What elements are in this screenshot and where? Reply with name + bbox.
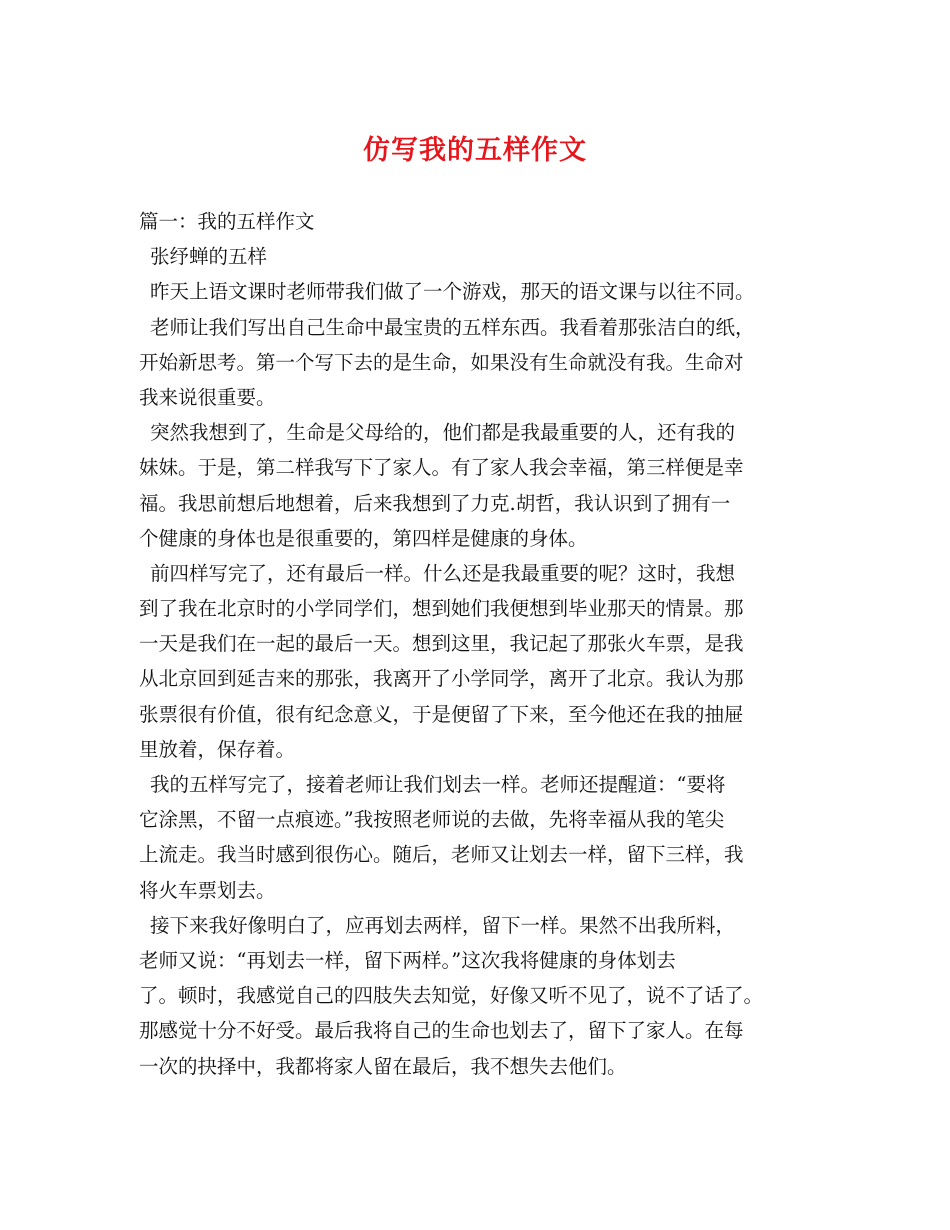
body-text-line: 突然我想到了，生命是父母给的，他们都是我最重要的人，还有我的 — [150, 421, 736, 445]
body-text-line: 个健康的身体也是很重要的，第四样是健康的身体。 — [139, 526, 588, 550]
body-text-line: 一次的抉择中，我都将家人留在最后，我不想失去他们。 — [139, 1054, 627, 1078]
body-text-line: 福。我思前想后地想着，后来我想到了力克.胡哲，我认识到了拥有一 — [139, 491, 731, 515]
body-text-line: 我的五样写完了，接着老师让我们划去一样。老师还提醒道：“要将 — [150, 773, 726, 796]
body-text-line: 上流走。我当时感到很伤心。随后，老师又让划去一样，留下三样，我 — [139, 843, 744, 867]
body-text-line: 开始新思考。第一个写下去的是生命，如果没有生命就没有我。生命对 — [139, 350, 744, 374]
body-text-line: 前四样写完了，还有最后一样。什么还是我最重要的呢？这时，我想 — [150, 561, 736, 585]
body-text-line: 一天是我们在一起的最后一天。想到这里，我记起了那张火车票，是我 — [139, 632, 744, 656]
body-text-line: 昨天上语文课时老师带我们做了一个游戏，那天的语文课与以往不同。 — [150, 280, 755, 304]
document-body — [139, 204, 819, 1084]
body-text-line: 我来说很重要。 — [139, 385, 276, 409]
body-text-line: 老师又说：“再划去一样，留下两样。”这次我将健康的身体划去 — [139, 948, 676, 972]
body-text-line: 张纾蝉的五样 — [150, 245, 268, 269]
body-text-line: 它涂黑，不留一点痕迹。”我按照老师说的去做，先将幸福从我的笔尖 — [139, 808, 725, 832]
body-text-line: 了。顿时，我感觉自己的四肢失去知觉，好像又听不见了，说不了话了。 — [139, 984, 764, 1008]
body-text-line: 老师让我们写出自己生命中最宝贵的五样东西。我看着那张洁白的纸， — [150, 315, 755, 339]
body-text-line: 篇一：我的五样作文 — [139, 210, 315, 233]
document-title: 仿写我的五样作文 — [363, 135, 587, 166]
body-text-line: 那感觉十分不好受。最后我将自己的生命也划去了，留下了家人。在每 — [139, 1019, 744, 1043]
body-text-line: 妹妹。于是，第二样我写下了家人。有了家人我会幸福，第三样便是幸 — [139, 456, 744, 480]
body-text-line: 到了我在北京时的小学同学们，想到她们我便想到毕业那天的情景。那 — [139, 597, 744, 621]
body-text-line: 从北京回到延吉来的那张，我离开了小学同学，离开了北京。我认为那 — [139, 667, 744, 691]
body-text-line: 接下来我好像明白了，应再划去两样，留下一样。果然不出我所料， — [150, 913, 736, 937]
body-text-line: 里放着，保存着。 — [139, 737, 296, 761]
body-text-line: 将火车票划去。 — [139, 878, 276, 902]
body-text-line: 张票很有价值，很有纪念意义，于是便留了下来，至今他还在我的抽屉 — [139, 702, 744, 726]
